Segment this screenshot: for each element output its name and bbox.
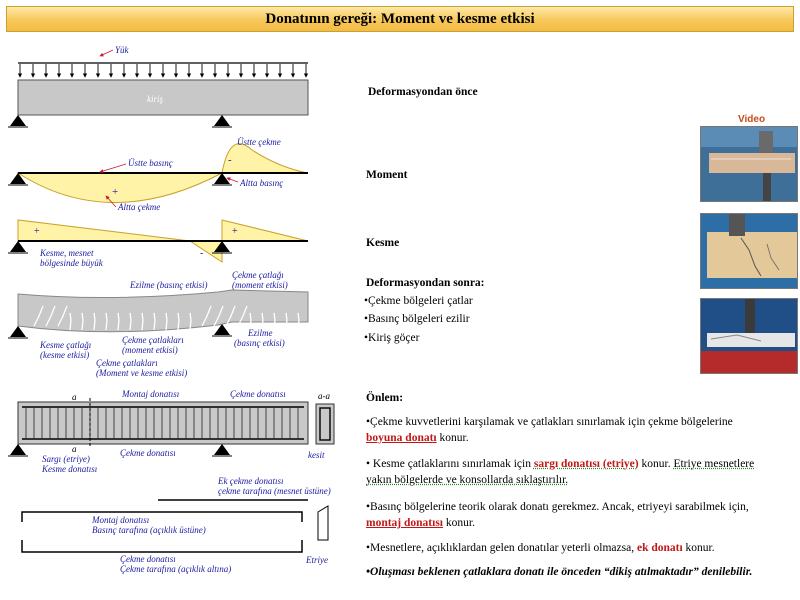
cekme-top-label: Çekme donatısı — [230, 389, 286, 399]
svg-text:+: + — [112, 186, 119, 198]
bullet-basinc: •Basınç bölgeleri ezilir — [364, 313, 470, 325]
svg-text:Çekme tarafına (açıklık altına: Çekme tarafına (açıklık altına) — [120, 564, 232, 574]
svg-text:Ezilme: Ezilme — [248, 328, 273, 338]
support-mid — [212, 115, 232, 127]
svg-text:+: + — [232, 226, 238, 237]
ezilme-top-label: Ezilme (basınç etkisi) — [130, 280, 208, 290]
svg-text:Çekme çatlakları: Çekme çatlakları — [96, 358, 158, 368]
svg-text:a: a — [72, 392, 77, 402]
svg-text:Kesme çatlağı: Kesme çatlağı — [40, 340, 92, 350]
svg-text:Çekme donatısı: Çekme donatısı — [120, 554, 176, 564]
deformasyondan-once: Deformasyondan önce — [368, 86, 478, 98]
load-label: Yük — [115, 45, 129, 55]
svg-text:-: - — [228, 154, 232, 166]
svg-text:(kesme etkisi): (kesme etkisi) — [40, 350, 90, 360]
ustte-cekme-label: Üstte çekme — [237, 137, 281, 147]
svg-text:(basınç etkisi): (basınç etkisi) — [234, 338, 285, 348]
altta-basinc-label: Altta basınç — [240, 178, 284, 188]
onlem-heading: Önlem: — [366, 392, 404, 404]
moment-heading: Moment — [366, 169, 408, 181]
rebar-schematic — [22, 476, 331, 574]
moment-diagram — [8, 137, 308, 212]
svg-text:a: a — [72, 444, 77, 454]
cekme-bottom-label: Çekme donatısı — [120, 448, 176, 458]
photo-moment-test[interactable] — [700, 126, 798, 202]
svg-text:(moment etkisi): (moment etkisi) — [232, 280, 288, 290]
distributed-load-arrows — [20, 64, 306, 77]
shear-diagram — [8, 220, 308, 268]
svg-text:(Moment ve kesme etkisi): (Moment ve kesme etkisi) — [96, 368, 188, 378]
cracked-beam-diagram — [8, 270, 308, 378]
svg-text:-: - — [200, 248, 204, 259]
svg-text:Çekme çatlakları: Çekme çatlakları — [122, 335, 184, 345]
svg-text:Ek çekme donatısı: Ek çekme donatısı — [218, 476, 284, 486]
photo-failure[interactable] — [700, 298, 798, 374]
svg-text:çekme tarafına (mesnet üstüne): çekme tarafına (mesnet üstüne) — [218, 486, 331, 496]
svg-text:(moment etkisi): (moment etkisi) — [122, 345, 178, 355]
kesme-heading: Kesme — [366, 237, 400, 249]
svg-text:Sargı (etriye): Sargı (etriye) — [42, 454, 90, 464]
svg-text:bölgesinde büyük: bölgesinde büyük — [40, 258, 103, 268]
svg-text:a-a: a-a — [318, 391, 330, 401]
onlem-paragraph-3: •Basınç bölgelerine teorik olarak donatı gerekmez. Ancak, etriyeyi sarabilmek için, montaj donatısı konur. — [366, 501, 749, 529]
svg-text:Çekme çatlağı: Çekme çatlağı — [232, 270, 284, 280]
photo-shear-test[interactable] — [700, 213, 798, 289]
etriye-label: Etriye — [306, 555, 328, 565]
reinforced-beam-diagram — [8, 389, 334, 474]
bullet-kiris: •Kiriş göçer — [364, 332, 420, 344]
onlem-paragraph-5: •Oluşması beklenen çatlaklara donatı ile önceden “dikiş atılmaktadır” denilebilir. — [366, 566, 753, 578]
bullet-cekme: •Çekme bölgeleri çatlar — [364, 295, 473, 307]
deformasyondan-sonra: Deformasyondan sonra: — [366, 277, 485, 289]
loaded-beam-diagram — [8, 45, 308, 127]
svg-text:Montaj donatısı: Montaj donatısı — [92, 515, 150, 525]
ustte-basinc-label: Üstte basınç — [128, 158, 173, 168]
kesit-label: kesit — [308, 450, 325, 460]
kesme-note: Kesme, mesnet — [40, 248, 94, 258]
montaj-label: Montaj donatısı — [122, 389, 180, 399]
altta-cekme-label: Altta çekme — [118, 202, 161, 212]
beam-label: kiriş — [146, 94, 164, 104]
video-label: Video — [738, 114, 766, 125]
onlem-paragraph-1: •Çekme kuvvetlerini karşılamak ve çatlakları sınırlamak için çekme bölgelerine boyuna donatı konur. — [366, 416, 733, 444]
onlem-paragraph-4: •Mesnetlere, açıklıklardan gelen donatılar yeterli olmazsa, ek donatı konur. — [366, 542, 715, 554]
support-left — [8, 115, 28, 127]
svg-text:+: + — [34, 226, 40, 237]
slide-title: Donatının gereği: Moment ve kesme etkisi — [6, 6, 794, 32]
svg-text:Basınç tarafına (açıklık üstün: Basınç tarafına (açıklık üstüne) — [92, 525, 206, 535]
onlem-paragraph-2: • Kesme çatlaklarını sınırlamak için sargı donatısı (etriye) konur. Etriye mesnetlere yakın bölgelerde ve konsollarda sıklaştırılır. — [366, 458, 755, 486]
svg-text:Kesme donatısı: Kesme donatısı — [42, 464, 98, 474]
